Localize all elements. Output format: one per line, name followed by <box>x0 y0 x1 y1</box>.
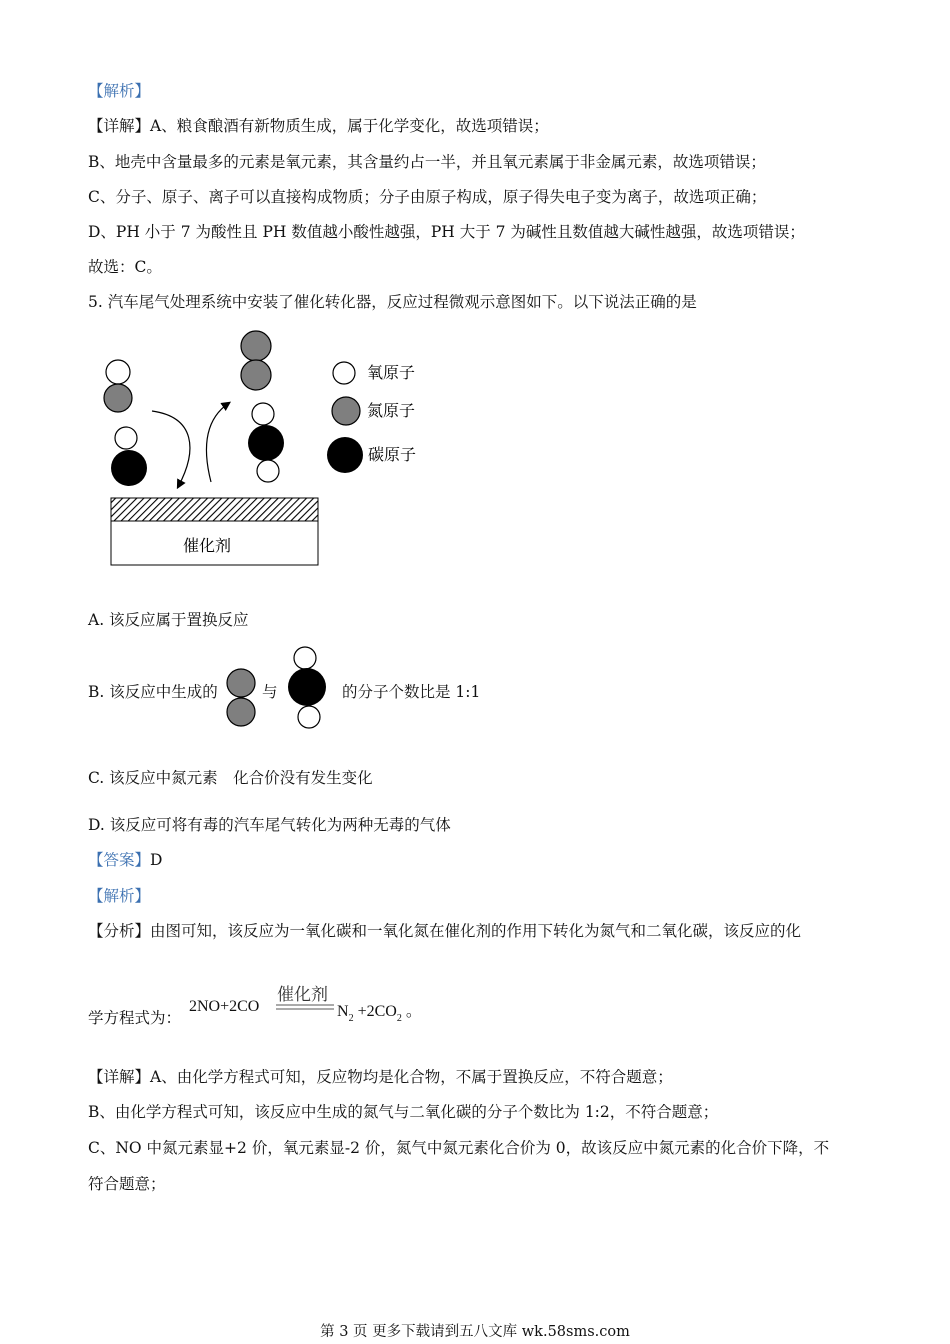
oxygen-atom <box>257 460 279 482</box>
option-b-connector: 与 <box>262 683 278 701</box>
legend-carbon-atom <box>327 437 363 473</box>
catalyst-surface-hatch <box>111 498 318 521</box>
nitrogen-atom <box>241 360 271 390</box>
details-a-text: A、由化学方程式可知，反应物均是化合物，不属于置换反应，不符合题意； <box>150 1068 673 1086</box>
down-arrow <box>152 411 190 487</box>
nitrogen-atom <box>104 384 132 412</box>
reaction-micro-diagram <box>90 325 450 575</box>
analysis-text: 由图可知，该反应为一氧化碳和一氧化氮在催化剂的作用下转化为氮气和二氧化碳，该反应的化 <box>150 922 802 940</box>
legend-oxygen-label: 氧原子 <box>367 363 416 382</box>
detail-c-line: C、分子、原子、离子可以直接构成物质；分子由原子构成，原子得失电子变为离子，故选项正确； <box>88 188 767 206</box>
details-c-line-2: 符合题意； <box>88 1175 166 1193</box>
equation-n: N <box>337 1003 349 1020</box>
equation-left: 2NO+2CO <box>189 998 260 1015</box>
oxygen-atom <box>252 403 274 425</box>
detail-d-line: D、PH 小于 7 为酸性且 PH 数值越小酸性越强，PH 大于 7 为碱性且数值越大碱性越强，故选项错误； <box>88 223 805 241</box>
equation-n-subscript: 2 <box>348 1013 354 1024</box>
detail-b-line: B、地壳中含量最多的元素是氧元素，其含量约占一半，并且氧元素属于非金属元素，故选项错误； <box>88 153 766 171</box>
answer-value: D <box>150 851 163 869</box>
option-a: A. 该反应属于置换反应 <box>88 611 249 629</box>
analysis-heading-2: 【解析】 <box>88 887 151 905</box>
detail-a-line <box>88 115 549 137</box>
details-tag: 【详解】 <box>88 1068 151 1086</box>
details-b-line: B、由化学方程式可知，该反应中生成的氮气与二氧化碳的分子个数比为 1:2，不符合题意； <box>88 1103 719 1121</box>
equation-co: +2CO <box>353 1003 397 1020</box>
legend-nitrogen-atom <box>332 397 360 425</box>
legend-carbon-label: 碳原子 <box>368 445 417 464</box>
up-arrow <box>207 403 229 482</box>
question-5-stem: 5. 汽车尾气处理系统中安装了催化转化器，反应过程微观示意图如下。以下说法正确的是 <box>88 293 697 311</box>
catalyst-label: 催化剂 <box>182 536 232 555</box>
oxygen-atom <box>115 427 137 449</box>
equation-end: 。 <box>401 1003 422 1020</box>
choose-line: 故选：C。 <box>88 258 162 276</box>
legend-oxygen-atom <box>333 362 355 384</box>
details-a-line <box>88 1066 673 1088</box>
carbon-atom <box>111 450 147 486</box>
equation-condition: 催化剂 <box>277 985 328 1005</box>
equation-co-subscript: 2 <box>396 1013 402 1024</box>
option-b-prefix: B. 该反应中生成的 <box>88 683 218 701</box>
option-d: D. 该反应可将有毒的汽车尾气转化为两种无毒的气体 <box>88 816 451 834</box>
detail-a-text: A、粮食酿酒有新物质生成，属于化学变化，故选项错误； <box>150 117 549 135</box>
carbon-atom <box>248 425 284 461</box>
option-c: C. 该反应中氮元素 化合价没有发生变化 <box>88 769 373 787</box>
oxygen-atom <box>106 360 130 384</box>
analysis-line <box>88 920 801 942</box>
option-b-suffix: 的分子个数比是 1:1 <box>342 683 481 701</box>
analysis-heading-1: 【解析】 <box>88 82 151 100</box>
equation-equals-sign <box>276 1003 336 1011</box>
equation-right <box>337 998 422 1024</box>
detail-tag: 【详解】 <box>88 117 151 135</box>
page-footer: 第 3 页 更多下载请到五八文库 wk.58sms.com <box>320 1324 630 1340</box>
analysis-tag: 【分析】 <box>88 922 151 940</box>
answer-tag: 【答案】 <box>88 851 151 869</box>
nitrogen-atom <box>241 331 271 361</box>
answer-line <box>88 849 162 871</box>
equation-prefix: 学方程式为： <box>88 1009 182 1027</box>
n2-molecule-icon <box>224 667 260 729</box>
details-c-line-1: C、NO 中氮元素显+2 价，氧元素显-2 价，氮气中氮元素化合价为 0，故该反应中氮元素的化合价下降，不 <box>88 1139 830 1157</box>
co2-molecule-icon <box>287 645 329 731</box>
legend-nitrogen-label: 氮原子 <box>367 401 416 420</box>
